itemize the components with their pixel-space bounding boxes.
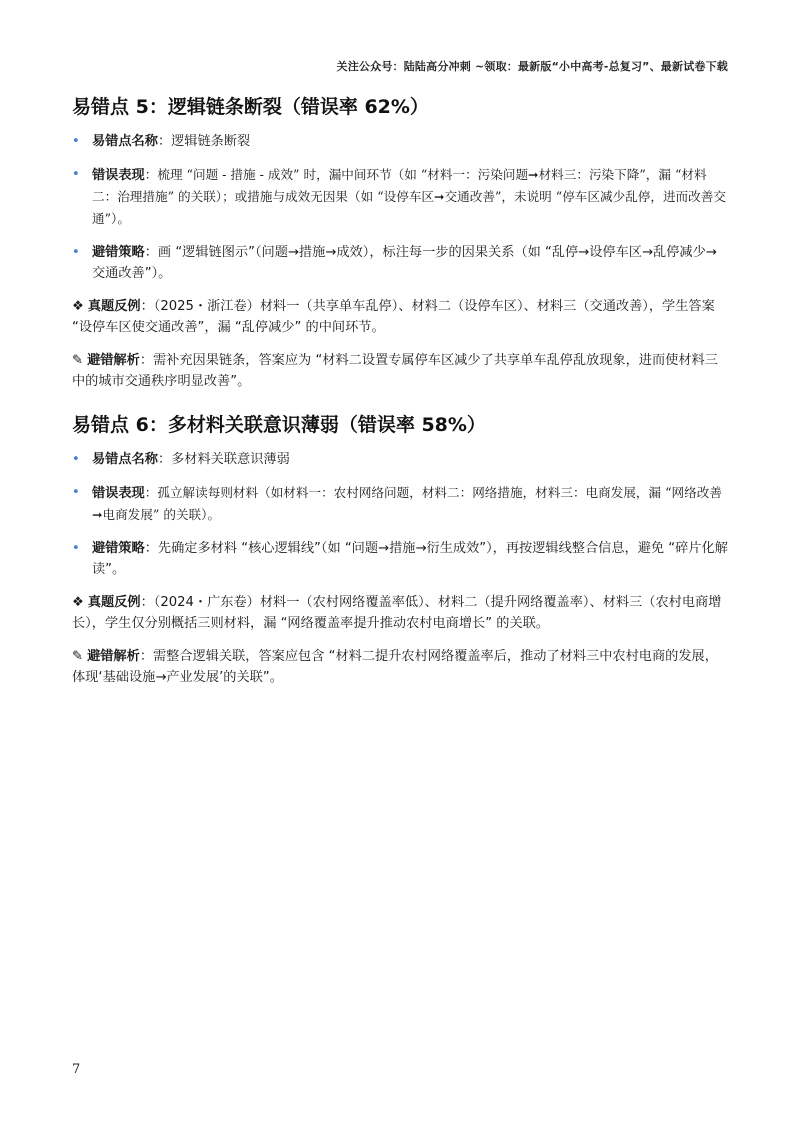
item-label: 错误表现 xyxy=(92,168,145,183)
list-item-strategy xyxy=(72,538,728,580)
item-value: ：孤立解读每则材料（如材料一：农村网络问题，材料二：网络措施，材料三：电商发展，漏 “网络改善➞电商发展” 的关联）。 xyxy=(92,485,722,522)
list-item-error xyxy=(72,482,728,526)
section-title: 易错点 5：逻辑链条断裂（错误率 62%） xyxy=(72,96,429,118)
item-value: ：逻辑链条断裂 xyxy=(157,134,251,149)
list-item-strategy xyxy=(72,242,728,284)
item-label: 错误表现 xyxy=(92,486,145,501)
bullet-icon: • xyxy=(72,245,80,260)
analysis-paragraph xyxy=(72,646,728,688)
item-label: 易错点名称 xyxy=(92,134,158,149)
example-text: ：（2024・广东卷）材料一（农村网络覆盖率低）、材料二（提升网络覆盖率）、材料三（农村电商增长），学生仅分别概括三则材料，漏 “网络覆盖率提升推动农村电商增长” 的关联。 xyxy=(72,595,722,631)
analysis-text: ：需整合逻辑关联，答案应包含 “材料二提升农村网络覆盖率后，推动了材料三中农村电商的发展，体现‘基础设施→产业发展’的关联”。 xyxy=(72,649,718,685)
list-item-error xyxy=(72,164,728,230)
bullet-icon: • xyxy=(72,541,80,556)
analysis-label: 避错解析 xyxy=(87,353,140,368)
section-title: 易错点 6：多材料关联意识薄弱（错误率 58%） xyxy=(72,414,486,436)
header-note: 关注公众号：陆陆高分冲刺 ~领取：最新版“小中高考-总复习”、最新试卷下载 xyxy=(336,60,728,73)
analysis-label: 避错解析 xyxy=(87,649,140,664)
document-body xyxy=(72,92,728,706)
section-error-point-6 xyxy=(72,410,728,688)
bullet-icon: • xyxy=(72,134,80,149)
section-error-point-5 xyxy=(72,92,728,392)
bullet-icon: • xyxy=(72,452,80,467)
pencil-icon: ✎ xyxy=(72,649,84,664)
list-item-name xyxy=(72,131,728,152)
page-number: 7 xyxy=(72,1062,81,1077)
list-item-name xyxy=(72,449,728,470)
item-label: 避错策略 xyxy=(92,245,145,260)
pencil-icon: ✎ xyxy=(72,353,84,368)
item-label: 避错策略 xyxy=(92,541,145,556)
example-label: 真题反例 xyxy=(87,595,141,610)
diamond-icon: ❖ xyxy=(72,299,84,314)
item-value: ：梳理 “问题 - 措施 - 成效” 时，漏中间环节（如 “材料一：污染问题➞材料三：污染下降”，漏 “材料二：治理措施” 的关联）；或措施与成效无因果（如 “设停车区➞交通改善”，未说明 “停车区减少乱停，进而改善交通”）。 xyxy=(92,167,726,226)
analysis-paragraph xyxy=(72,350,728,392)
bullet-icon: • xyxy=(72,167,80,182)
item-value: ：多材料关联意识薄弱 xyxy=(157,452,290,467)
example-paragraph xyxy=(72,296,728,338)
analysis-text: ：需补充因果链条，答案应为 “材料二设置专属停车区减少了共享单车乱停乱放现象，进而使材料三中的城市交通秩序明显改善”。 xyxy=(72,353,718,389)
item-value: ：画 “逻辑链图示”（问题→措施→成效），标注每一步的因果关系（如 “乱停→设停车区→乱停减少→交通改善”）。 xyxy=(92,245,717,281)
diamond-icon: ❖ xyxy=(72,595,84,610)
bullet-icon: • xyxy=(72,485,80,500)
example-paragraph xyxy=(72,592,728,634)
example-text: ：（2025・浙江卷）材料一（共享单车乱停）、材料二（设停车区）、材料三（交通改善），学生答案 “设停车区使交通改善”，漏 “乱停减少” 的中间环节。 xyxy=(72,299,715,335)
item-value: ：先确定多材料 “核心逻辑线”（如 “问题→措施→衍生成效”），再按逻辑线整合信息，避免 “碎片化解读”。 xyxy=(92,541,728,577)
example-label: 真题反例 xyxy=(87,299,141,314)
item-label: 易错点名称 xyxy=(92,452,158,467)
